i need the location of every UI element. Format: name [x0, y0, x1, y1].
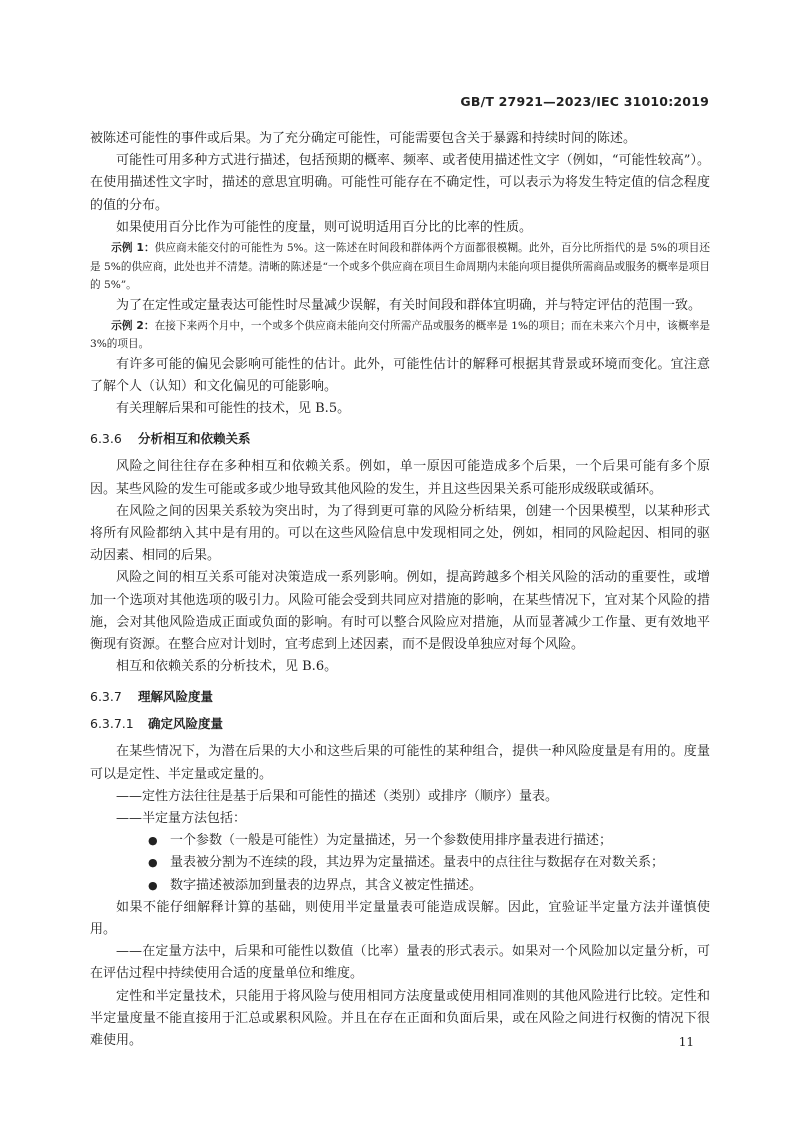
- example-label: 示例 1：: [111, 242, 155, 255]
- example-2: [90, 317, 710, 354]
- page-content: [90, 128, 710, 1052]
- bullet-dot-icon: ●: [148, 878, 158, 892]
- section-title: 确定风险度量: [148, 716, 224, 732]
- paragraph: 在某些情况下，为潜在后果的大小和这些后果的可能性的某种组合，提供一种风险度量是有用的。度量可以是定性、半定量或定量的。: [90, 744, 710, 782]
- paragraph: 在风险之间的因果关系较为突出时，为了得到更可靠的风险分析结果，创建一个因果模型，以某种形式将所有风险都纳入其中是有用的。可以在这些风险信息中发现相同之处，例如，相同的风险起因、相同的驱动因素、相同的后果。: [90, 503, 710, 564]
- section-number: 6.3.7.1: [90, 716, 134, 732]
- section-number: 6.3.7: [90, 689, 122, 705]
- standard-code-header: GB/T 27921—2023/IEC 31010:2019: [460, 94, 709, 109]
- paragraph: 为了在定性或定量表达可能性时尽量减少误解，有关时间段和群体宜明确，并与特定评估的范围一致。: [116, 297, 702, 313]
- dash-list-item: ——在定量方法中，后果和可能性以数值（比率）量表的形式表示。如果对一个风险加以定量分析，可在评估过程中持续使用合适的度量单位和维度。: [90, 944, 710, 982]
- section-number: 6.3.6: [90, 431, 122, 447]
- bullet-item: ● 量表被分割为不连续的段，其边界为定量描述。量表中的点往往与数据存在对数关系；: [90, 852, 710, 874]
- paragraph: 风险之间的相互关系可能对决策造成一系列影响。例如，提高跨越多个相关风险的活动的重要性，或增加一个选项对其他选项的吸引力。风险可能会受到共同应对措施的影响，在某些情况下，宜对某个风险的措施，会对其他风险造成正面或负面的影响。有时可以整合风险应对措施，从而显著减少工作量、更有效地平衡现有资源。在整合应对计划时，宜考虑到上述因素，而不是假设单独应对每个风险。: [90, 570, 710, 652]
- bullet-dot-icon: ●: [148, 856, 158, 870]
- paragraph: 有许多可能的偏见会影响可能性的估计。此外，可能性估计的解释可根据其背景或环境而变化。宜注意了解个人（认知）和文化偏见的可能影响。: [90, 356, 710, 394]
- section-heading-637: [90, 678, 710, 714]
- dash-list-item: ——半定量方法包括：: [116, 810, 247, 826]
- example-1: [90, 239, 710, 295]
- bullet-dot-icon: ●: [148, 834, 158, 848]
- paragraph: 风险之间往往存在多种相互和依赖关系。例如，单一原因可能造成多个后果，一个后果可能有多个原因。某些风险的发生可能或多或少地导致其他风险的发生，并且这些因果关系可能形成级联或循环。: [90, 459, 710, 497]
- paragraph: 可能性可用多种方式进行描述，包括预期的概率、频率、或者使用描述性文字（例如，“可能性较高”）。在使用描述性文字时，描述的意思宜明确。可能性可能存在不确定性，可以表示为将发生特定值的信念程度的值的分布。: [90, 153, 710, 213]
- example-text: 在接下来两个月中，一个或多个供应商未能向交付所需产品或服务的概率是 1%的项目；而在未来六个月中，该概率是 3%的项目。: [90, 319, 710, 351]
- bullet-item: ● 数字描述被添加到量表的边界点，其含义被定性描述。: [90, 875, 710, 897]
- paragraph: 被陈述可能性的事件或后果。为了充分确定可能性，可能需要包含关于暴露和持续时间的陈述。: [90, 131, 637, 146]
- page-number: 11: [678, 1035, 694, 1049]
- example-text: 供应商未能交付的可能性为 5%。这一陈述在时间段和群体两个方面都很模糊。此外，百分比所指代的是 5%的项目还是 5%的供应商，此处也并不清楚。清晰的陈述是“一个或多个供应商在项目生命周期内未能向项目提供所需商品或服务的概率是项目的 5%”。: [90, 242, 711, 292]
- paragraph: 如果不能仔细解释计算的基础，则使用半定量量表可能造成误解。因此，宜验证半定量方法并谨慎使用。: [90, 899, 710, 937]
- section-heading-636: [90, 420, 710, 456]
- section-title: 理解风险度量: [138, 689, 214, 705]
- section-title: 分析相互和依赖关系: [138, 431, 251, 447]
- dash-list-item: ——定性方法往往是基于后果和可能性的描述（类别）或排序（顺序）量表。: [116, 788, 559, 804]
- paragraph: 如果使用百分比作为可能性的度量，则可说明适用百分比的比率的性质。: [116, 219, 533, 235]
- example-label: 示例 2：: [111, 319, 155, 332]
- paragraph: 有关理解后果和可能性的技术，见 B.5。: [116, 401, 351, 417]
- paragraph: 相互和依赖关系的分析技术，见 B.6。: [116, 659, 338, 675]
- section-heading-6371: [90, 714, 710, 741]
- bullet-item: ● 一个参数（一般是可能性）为定量描述，另一个参数使用排序量表进行描述；: [90, 830, 710, 852]
- paragraph: 定性和半定量技术，只能用于将风险与使用相同方法度量或使用相同准则的其他风险进行比较。定性和半定量度量不能直接用于汇总或累积风险。并且在存在正面和负面后果，或在风险之间进行权衡的情况下很难使用。: [90, 988, 710, 1048]
